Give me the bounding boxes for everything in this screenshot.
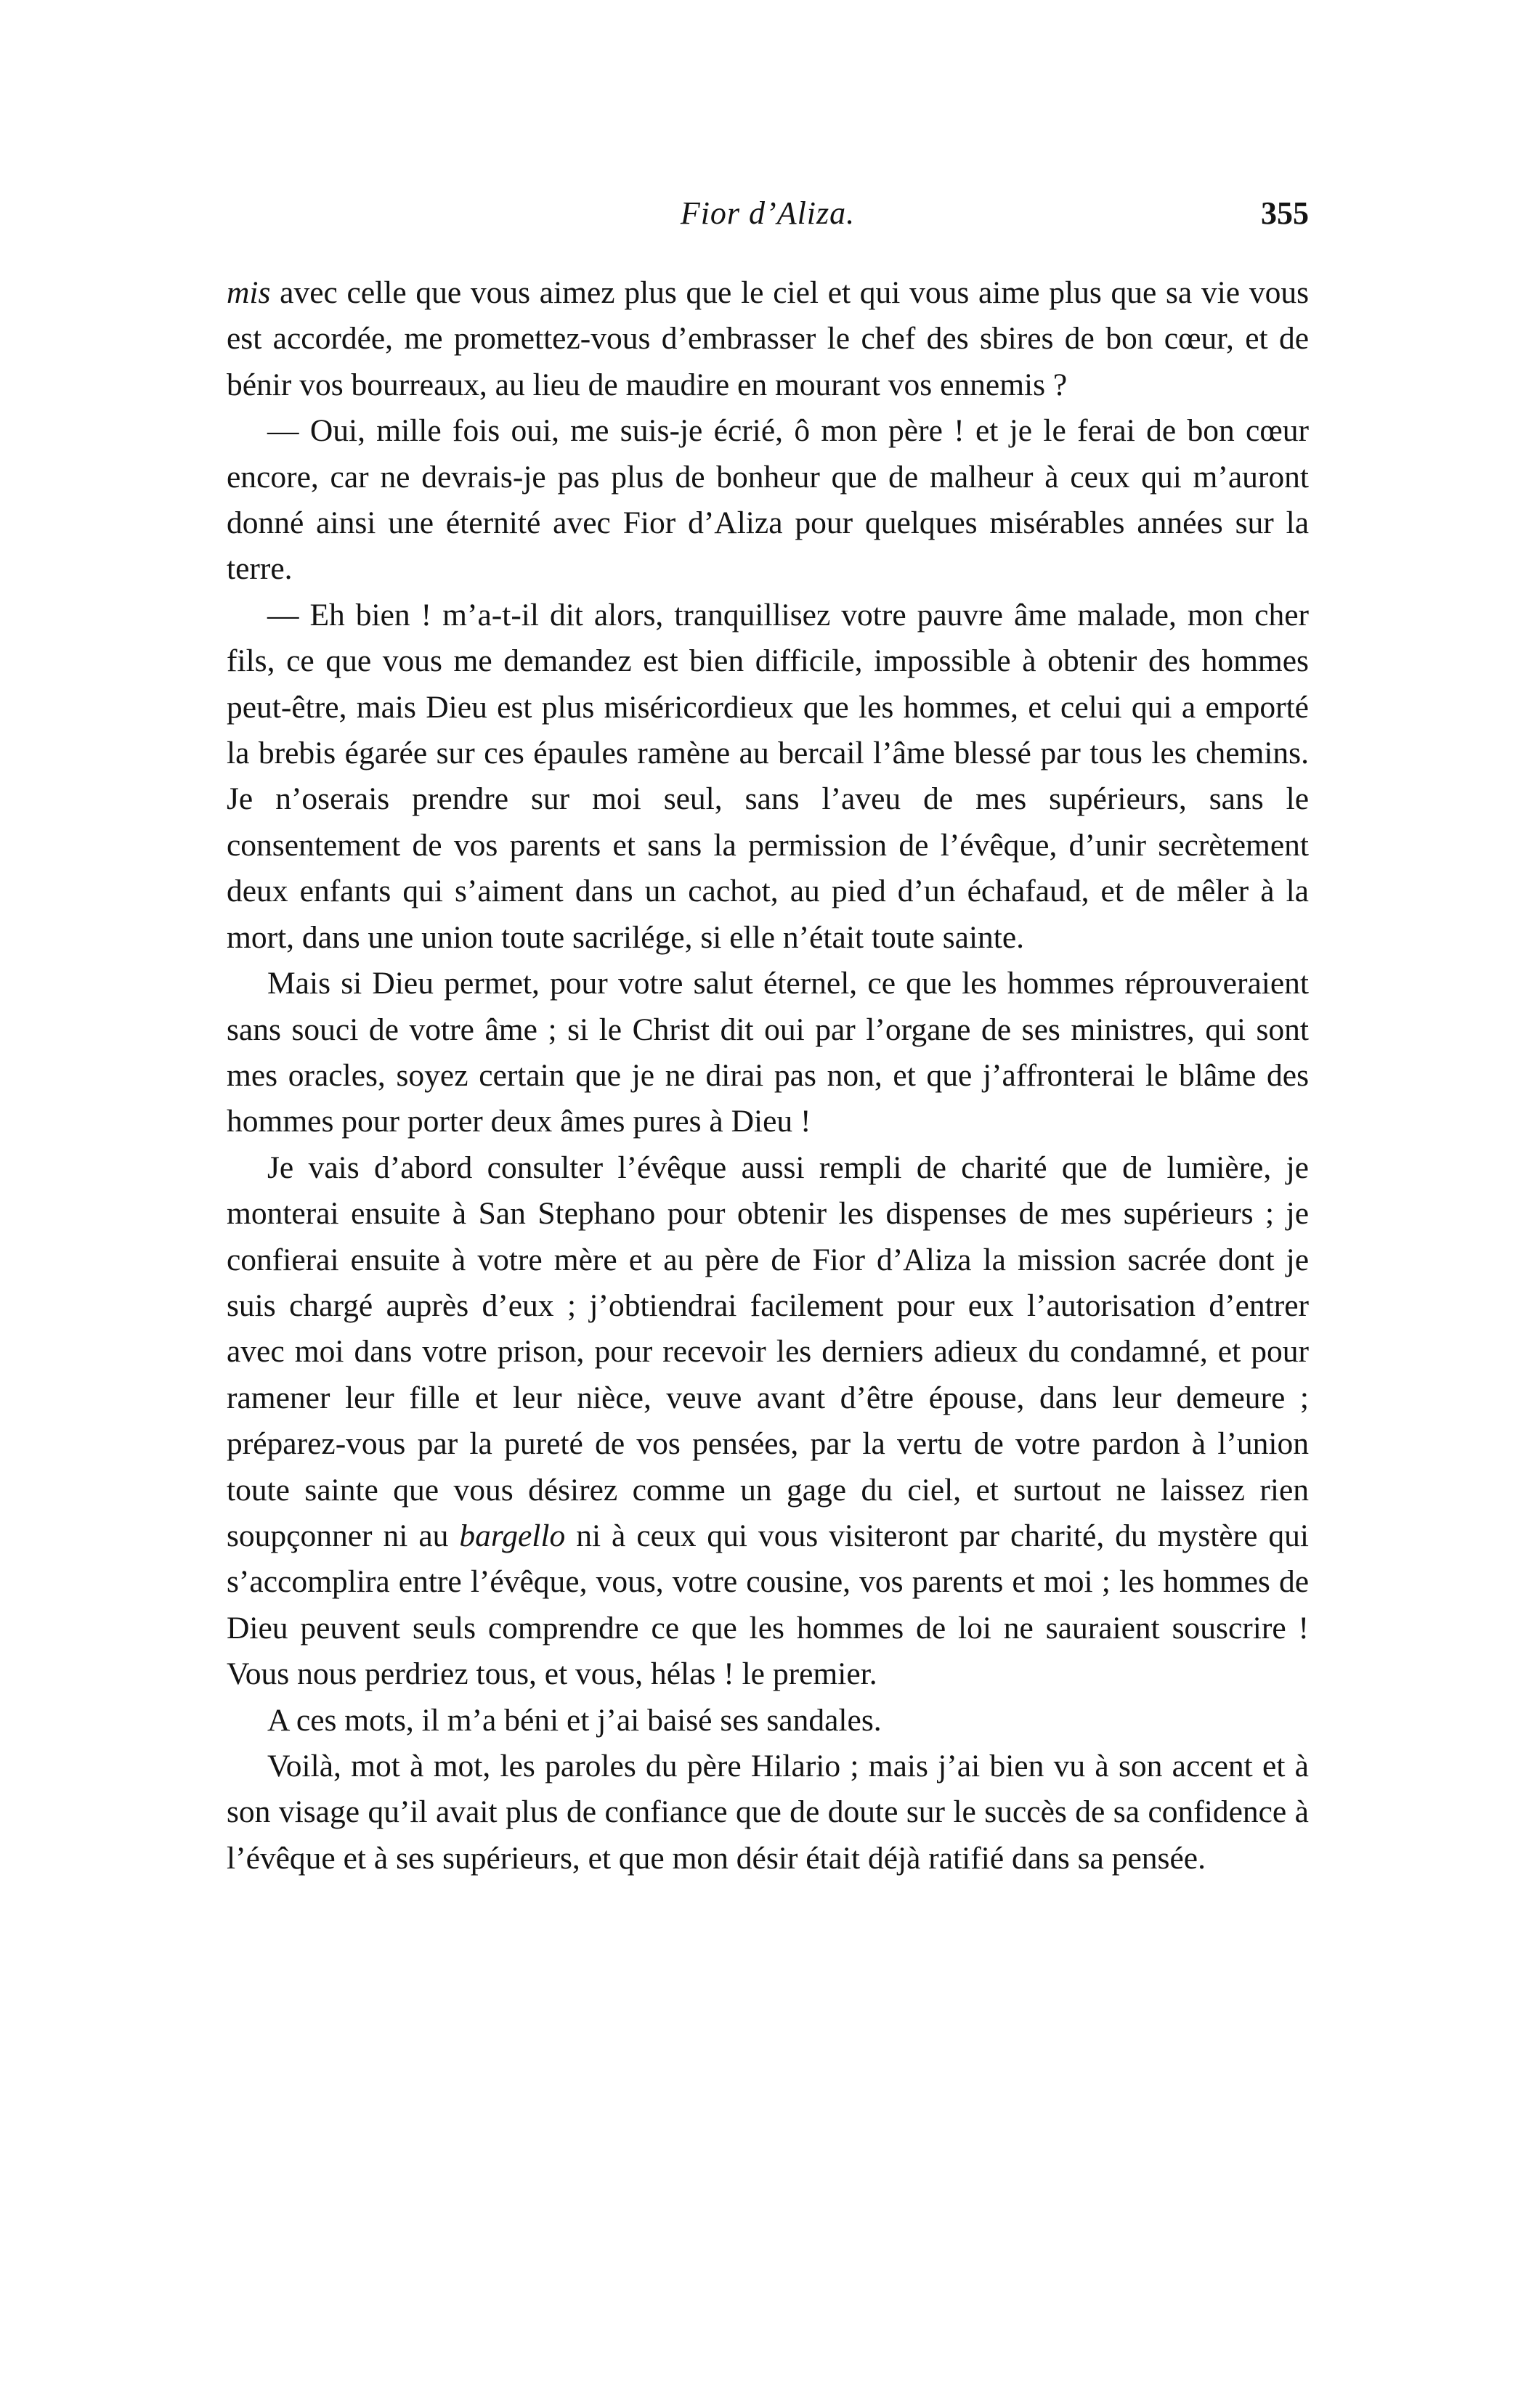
paragraph-5: [227, 1145, 1309, 1698]
running-header: [227, 195, 1309, 245]
body-text: [227, 270, 1309, 1882]
paragraph-1-text: avec celle que vous aimez plus que le ciel et qui vous aime plus que sa vie vous est accordée, me promettez-vous d’embrasser le chef des sbires de bon cœur, et de bénir vos bourreaux, au lieu de maudire en mourant vos ennemis ?: [227, 275, 1309, 402]
paragraph-5-italic-word: bargello: [459, 1518, 566, 1553]
paragraph-6: A ces mots, il m’a béni et j’ai baisé ses sandales.: [267, 1702, 882, 1738]
running-title: Fior d’Aliza.: [680, 195, 856, 231]
paragraph-1-italic-start: mis: [227, 275, 271, 310]
page-number: 355: [1261, 195, 1309, 231]
paragraph-2: — Oui, mille fois oui, me suis-je écrié, ô mon père ! et je le ferai de bon cœur encore, car ne devrais-je pas plus de bonheur que de malheur à ceux qui m’auront donné ainsi une éternité avec Fior d’Aliza pour quelques misérables années sur la terre.: [227, 413, 1309, 587]
paragraph-1: [227, 270, 1309, 408]
paragraph-5-text-before: Je vais d’abord consulter l’évêque aussi rempli de charité que de lumière, je monterai ensuite à San Stephano pour obtenir les dispenses de mes supérieurs ; je confierai ensuite à votre mère et au père de Fior d’Aliza la mission sacrée dont je suis chargé auprès d’eux ; j’obtiendrai facilement pour eux l’autorisation d’entrer avec moi dans votre prison, pour recevoir les derniers adieux du condamné, et pour ramener leur fille et leur nièce, veuve avant d’être épouse, dans leur demeure ; préparez-vous par la pureté de vos pensées, par la vertu de votre pardon à l’union toute sainte que vous désirez comme un gage du ciel, et surtout ne laissez rien soupçonner ni au: [227, 1150, 1309, 1553]
paragraph-4: Mais si Dieu permet, pour votre salut éternel, ce que les hommes réprouveraient sans souci de votre âme ; si le Christ dit oui par l’organe de ses ministres, qui sont mes oracles, soyez certain que je ne dirai pas non, et que j’affronterai le blâme des hommes pour porter deux âmes pures à Dieu !: [227, 966, 1309, 1139]
paragraph-7: Voilà, mot à mot, les paroles du père Hilario ; mais j’ai bien vu à son accent et à son visage qu’il avait plus de confiance que de doute sur le succès de sa confidence à l’évêque et à ses supérieurs, et que mon désir était déjà ratifié dans sa pensée.: [227, 1749, 1309, 1876]
paragraph-3: — Eh bien ! m’a-t-il dit alors, tranquillisez votre pauvre âme malade, mon cher fils, ce que vous me demandez est bien difficile, impossible à obtenir des hommes peut-être, mais Dieu est plus miséricordieux que les hommes, et celui qui a emporté la brebis égarée sur ces épaules ramène au bercail l’âme blessé par tous les chemins. Je n’oserais prendre sur moi seul, sans l’aveu de mes supérieurs, sans le consentement de vos parents et sans la permission de l’évêque, d’unir secrètement deux enfants qui s’aiment dans un cachot, au pied d’un échafaud, et de mêler à la mort, dans une union toute sacrilége, si elle n’était toute sainte.: [227, 597, 1309, 955]
paragraph-5-text-after: ni à ceux qui vous visiteront par charité, du mystère qui s’accomplira entre l’évêque, vous, votre cousine, vos parents et moi ; les hommes de Dieu peuvent seuls comprendre ce que les hommes de loi ne sauraient souscrire ! Vous nous perdriez tous, et vous, hélas ! le premier.: [227, 1518, 1309, 1692]
